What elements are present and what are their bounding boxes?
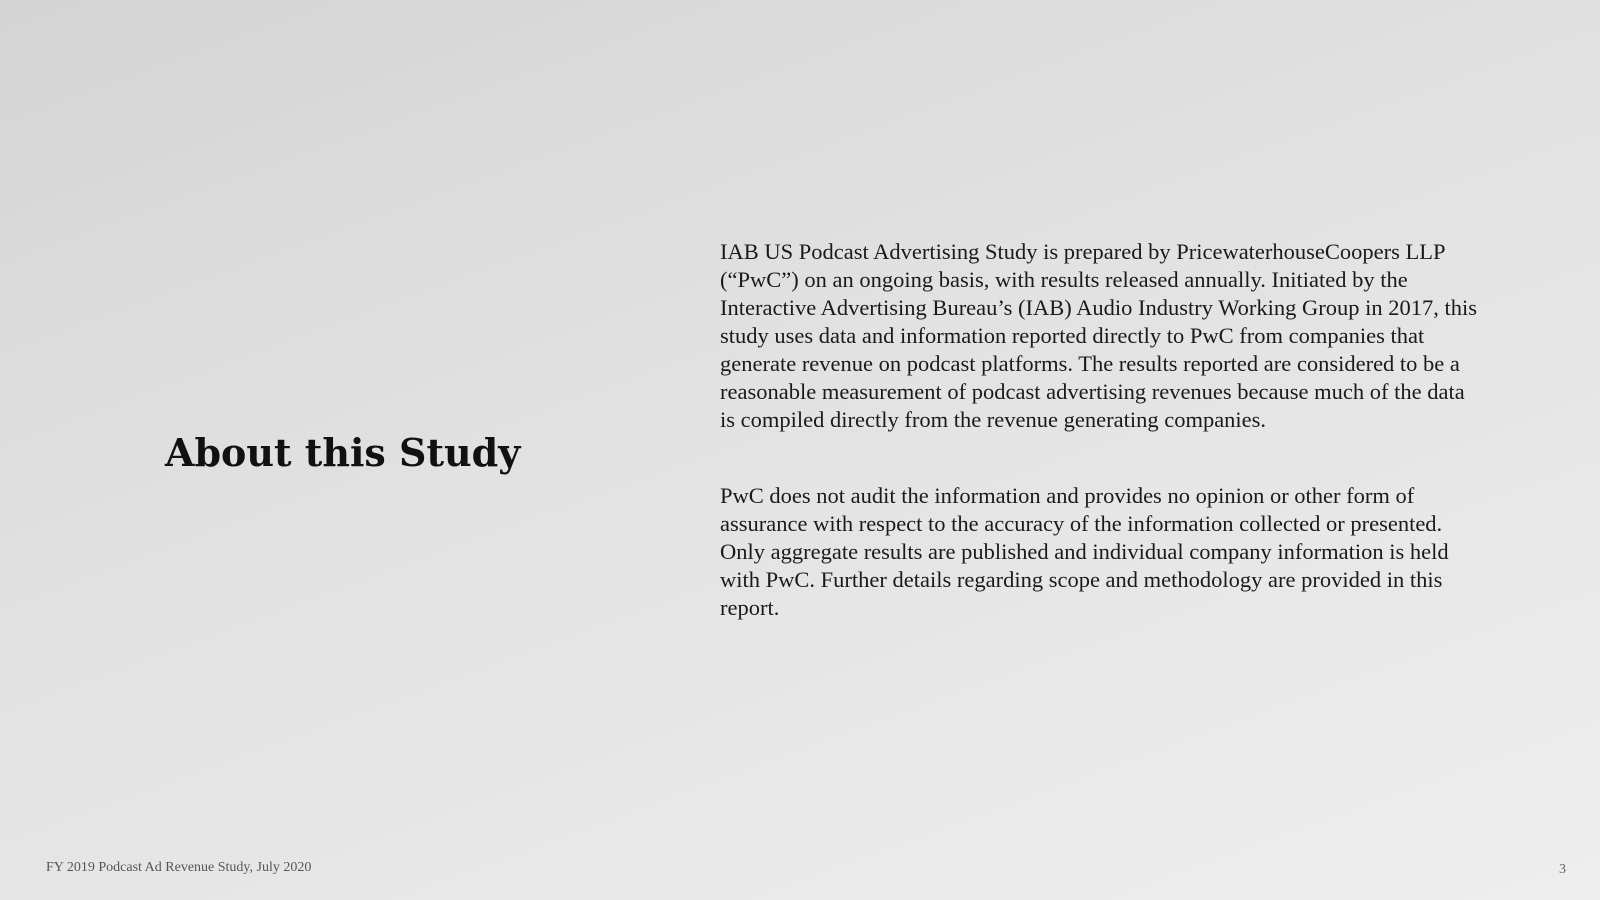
paragraph-intro: IAB US Podcast Advertising Study is prepared by PricewaterhouseCoopers LLP (“PwC”) on an ongoing basis, with results released annually. Initiated by the Interactive Advertising Bureau’s (IAB) Audio Industry Working Group in 2017, this study uses data and information reported directly to PwC from companies that generate revenue on podcast platforms. The results reported are considered to be a reasonable measurement of podcast advertising revenues because much of the data is compiled directly from the revenue generating companies.: [720, 239, 1478, 432]
paragraph-disclaimer: PwC does not audit the information and provides no opinion or other form of assurance with respect to the accuracy of the information collected or presented. Only aggregate results are published and individual company information is held with PwC. Further details regarding scope and methodology are provided in this report.: [720, 483, 1449, 620]
footer-text: FY 2019 Podcast Ad Revenue Study, July 2020: [46, 860, 312, 875]
slide-title: About this Study: [165, 430, 521, 475]
body-text: [720, 238, 1480, 622]
page-number: 3: [1559, 862, 1566, 877]
